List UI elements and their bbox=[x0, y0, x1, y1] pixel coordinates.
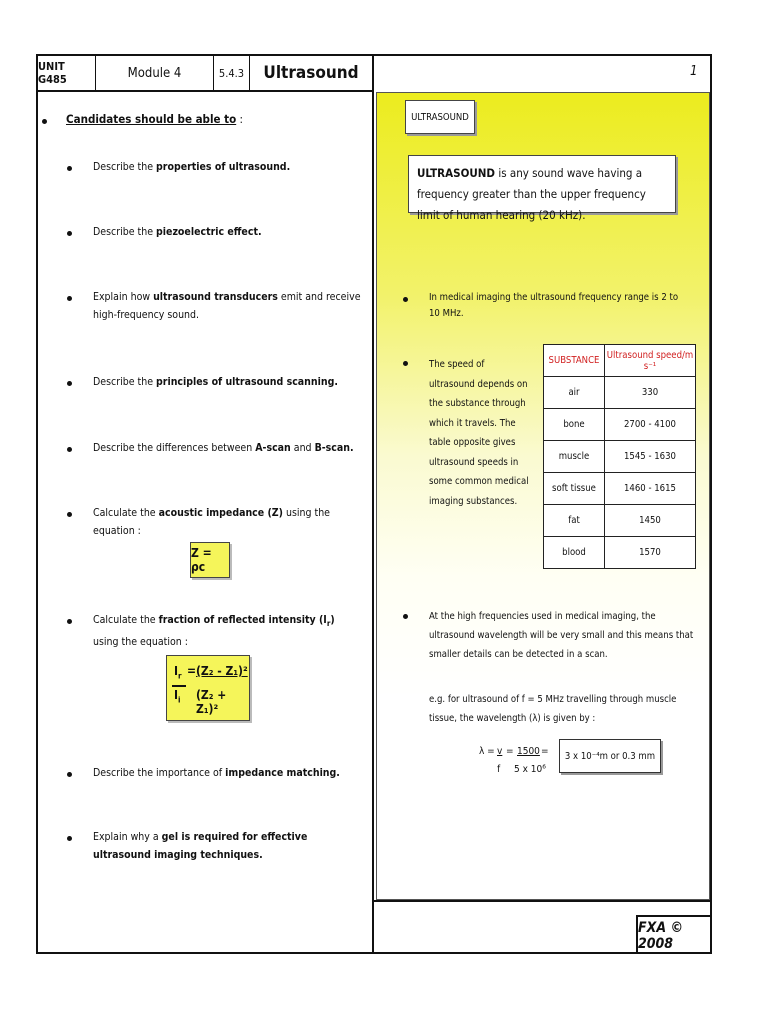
reflect-lhs-top: $I_r$ bbox=[174, 664, 182, 681]
table-cell: bone bbox=[544, 409, 605, 441]
calc-equals: = bbox=[506, 746, 514, 757]
copyright-footer: FXA © 2008 bbox=[636, 915, 712, 954]
bullet-icon bbox=[403, 361, 408, 366]
item-text: Describe the bbox=[93, 226, 157, 238]
objectives-heading-suffix: : bbox=[236, 112, 243, 126]
objective-item bbox=[93, 223, 358, 241]
objective-item bbox=[93, 288, 363, 324]
table-cell: fat bbox=[544, 505, 605, 537]
item-bold: acoustic impedance (Z) bbox=[158, 507, 283, 519]
table-cell: blood bbox=[544, 537, 605, 569]
item-bold: ultrasound transducers bbox=[153, 291, 278, 303]
item-bold: gel is required for effective ultrasound imaging techniques. bbox=[93, 831, 308, 861]
objective-item bbox=[93, 828, 348, 864]
speed-table bbox=[543, 344, 696, 569]
table-header-row bbox=[544, 345, 696, 377]
objective-item bbox=[93, 611, 338, 651]
bullet-icon bbox=[67, 166, 72, 171]
objective-item bbox=[93, 439, 358, 457]
speed-text: The speed of ultrasound depends on the substance through which it travels. The table opposite gives ultrasound speeds in some common medical imaging substances. bbox=[429, 359, 529, 507]
table-row bbox=[544, 505, 696, 537]
table-row bbox=[544, 537, 696, 569]
bullet-icon bbox=[67, 512, 72, 517]
fraction-bar bbox=[172, 685, 186, 687]
calc-result: 3 x 10⁻⁴m or 0.3 mm bbox=[559, 739, 661, 773]
table-row bbox=[544, 377, 696, 409]
item-sub: r bbox=[326, 619, 331, 629]
footer-divider bbox=[374, 900, 712, 902]
item-text: Explain how bbox=[93, 291, 154, 303]
item-text: Calculate the bbox=[93, 614, 159, 626]
wavelength-text: At the high frequencies used in medical imaging, the ultrasound wavelength will be very small and this means that smaller details can be detected in a scan. bbox=[429, 611, 694, 660]
bullet-icon bbox=[403, 614, 408, 619]
section-label: ULTRASOUND bbox=[405, 100, 475, 134]
table-cell: 2700 - 4100 bbox=[605, 409, 696, 441]
item-text: Describe the differences between bbox=[93, 442, 256, 454]
item-text: using the equation : bbox=[93, 636, 188, 649]
unit-label: UNIT G485 bbox=[38, 56, 96, 90]
table-cell: 1450 bbox=[605, 505, 696, 537]
page-number: 1 bbox=[690, 64, 698, 79]
table-header: SUBSTANCE bbox=[544, 345, 605, 377]
table-header: Ultrasound speed/m s⁻¹ bbox=[605, 345, 696, 377]
objective-item bbox=[93, 373, 358, 391]
table-cell: 330 bbox=[605, 377, 696, 409]
table-row bbox=[544, 409, 696, 441]
item-text: Describe the bbox=[93, 161, 157, 173]
impedance-equation: Z = ρc bbox=[190, 542, 230, 578]
item-text: Describe the bbox=[93, 376, 157, 388]
table-cell: 1570 bbox=[605, 537, 696, 569]
module-label: Module 4 bbox=[96, 56, 214, 90]
bullet-icon bbox=[67, 231, 72, 236]
item-bold: principles of ultrasound scanning. bbox=[156, 376, 338, 388]
table-cell: air bbox=[544, 377, 605, 409]
section-number: 5.4.3 bbox=[214, 56, 250, 90]
bullet-icon bbox=[67, 836, 72, 841]
item-text: and bbox=[290, 442, 315, 454]
definition-text: is any sound wave having a frequency greater than the upper frequency limit of human hearing (20 kHz). bbox=[417, 166, 646, 222]
item-bold: piezoelectric effect. bbox=[156, 226, 262, 238]
example-text: e.g. for ultrasound of f = 5 MHz travelling through muscle tissue, the wavelength (λ) is given by : bbox=[429, 694, 677, 724]
item-bold: properties of ultrasound. bbox=[156, 161, 291, 173]
calc-v: v bbox=[497, 746, 503, 757]
item-bold: B-scan. bbox=[314, 442, 354, 454]
objective-item bbox=[93, 158, 358, 176]
definition-term: ULTRASOUND bbox=[417, 166, 496, 180]
calc-equals: = bbox=[541, 746, 549, 757]
reflect-rhs-top: (Z₂ - Z₁)² bbox=[196, 664, 248, 678]
item-text: Explain why a bbox=[93, 831, 162, 843]
column-divider bbox=[372, 54, 374, 954]
objectives-heading-text: Candidates should be able to bbox=[66, 112, 237, 126]
header-divider bbox=[36, 90, 374, 92]
bullet-icon bbox=[67, 296, 72, 301]
table-cell: muscle bbox=[544, 441, 605, 473]
reflect-rhs-bottom: (Z₂ + Z₁)² bbox=[196, 688, 227, 716]
table-cell: 1545 - 1630 bbox=[605, 441, 696, 473]
bullet-icon bbox=[67, 447, 72, 452]
calc-denominator: 5 x 10⁶ bbox=[514, 764, 546, 775]
calc-f: f bbox=[497, 764, 501, 775]
reflect-equals: = bbox=[187, 664, 197, 678]
bullet-icon bbox=[403, 297, 408, 302]
definition-box bbox=[408, 155, 676, 222]
table-cell: 1460 - 1615 bbox=[605, 473, 696, 505]
objective-item bbox=[93, 504, 358, 540]
objectives-heading bbox=[66, 110, 243, 128]
table-cell: soft tissue bbox=[544, 473, 605, 505]
objective-item bbox=[93, 764, 358, 782]
reflection-equation bbox=[166, 655, 250, 721]
item-text: using the equation : bbox=[93, 507, 330, 537]
freq-range-text: In medical imaging the ultrasound frequency range is 2 to 10 MHz. bbox=[429, 292, 679, 319]
item-text: emit and receive high-frequency sound. bbox=[93, 291, 361, 321]
bullet-icon bbox=[67, 772, 72, 777]
table-row bbox=[544, 473, 696, 505]
page-title: Ultrasound bbox=[263, 63, 359, 83]
item-text: Describe the importance of bbox=[93, 767, 226, 779]
item-bold: A-scan bbox=[255, 442, 291, 454]
reflect-lhs-bottom: $I_i$ bbox=[174, 688, 181, 705]
calc-lambda: λ = bbox=[479, 746, 495, 757]
bullet-icon bbox=[67, 619, 72, 624]
bullet-icon bbox=[67, 381, 72, 386]
item-bold: impedance matching. bbox=[225, 767, 340, 779]
table-row bbox=[544, 441, 696, 473]
bullet-icon bbox=[42, 119, 47, 124]
item-bold: ) bbox=[330, 614, 335, 626]
calc-numerator: 1500 bbox=[517, 746, 540, 757]
item-text: Calculate the bbox=[93, 507, 159, 519]
item-bold: fraction of reflected intensity (I bbox=[158, 614, 327, 626]
